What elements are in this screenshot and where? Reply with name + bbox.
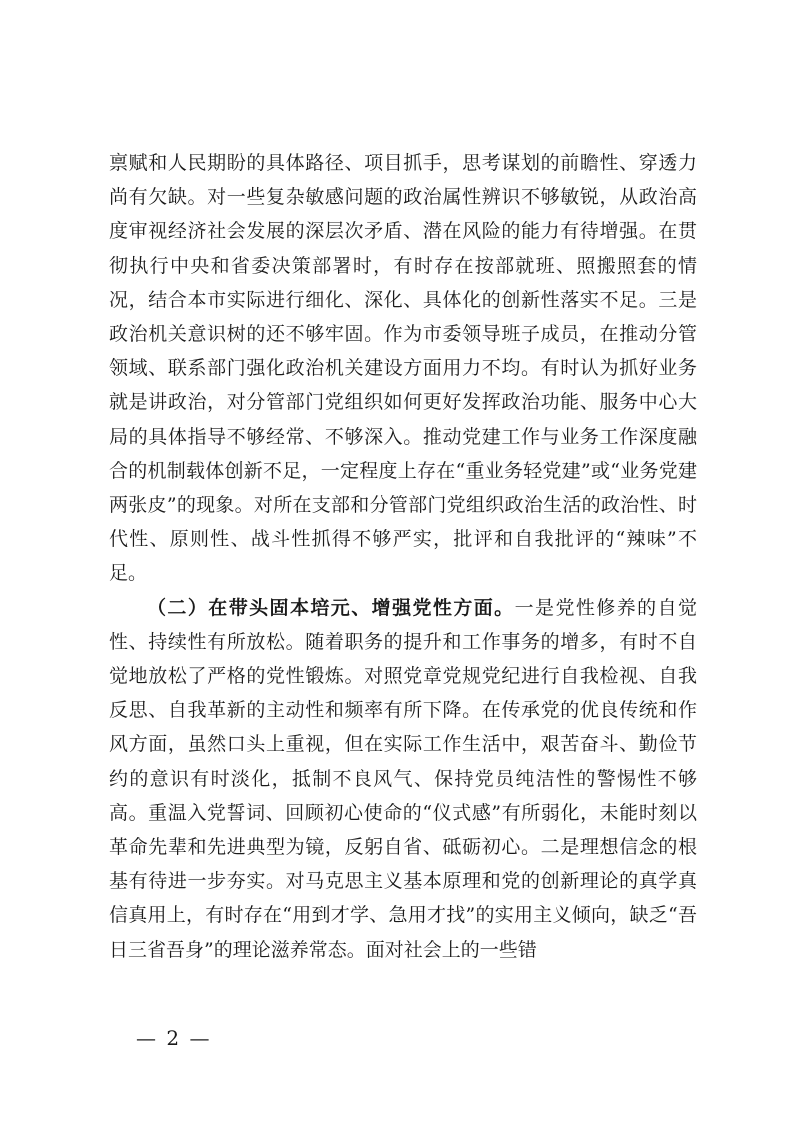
section-heading: （二）在带头固本培元、增强党性方面。 (147, 596, 515, 619)
body-text (109, 146, 697, 967)
paragraph-section-two (109, 591, 697, 967)
page-number: — 2 — (136, 1026, 212, 1050)
section-body: 一是党性修养的自觉性、持续性有所放松。随着职务的提升和工作事务的增多，有时不自觉地放松了严格的党性锻炼。对照党章党规党纪进行自我检视、自我反思、自我革新的主动性和频率有所下降。在传承党的优良传统和作风方面，虽然口头上重视，但在实际工作生活中，艰苦奋斗、勤俭节约的意识有时淡化，抵制不良风气、保持党员纯洁性的警惕性不够高。重温入党誓词、回顾初心使命的“仪式感”有所弱化，未能时刻以革命先辈和先进典型为镜，反躬自省、砥砺初心。二是理想信念的根基有待进一步夯实。对马克思主义基本原理和党的创新理论的真学真信真用上，有时存在“用到才学、急用才找”的实用主义倾向，缺乏“吾日三省吾身”的理论滋养常态。面对社会上的一些错 (109, 596, 697, 961)
paragraph-continuation: 禀赋和人民期盼的具体路径、项目抓手，思考谋划的前瞻性、穿透力尚有欠缺。对一些复杂敏感问题的政治属性辨识不够敏锐，从政治高度审视经济社会发展的深层次矛盾、潜在风险的能力有待增强。在贯彻执行中央和省委决策部署时，有时存在按部就班、照搬照套的情况，结合本市实际进行细化、深化、具体化的创新性落实不足。三是政治机关意识树的还不够牢固。作为市委领导班子成员，在推动分管领域、联系部门强化政治机关建设方面用力不均。有时认为抓好业务就是讲政治，对分管部门党组织如何更好发挥政治功能、服务中心大局的具体指导不够经常、不够深入。推动党建工作与业务工作深度融合的机制载体创新不足，一定程度上存在“重业务轻党建”或“业务党建两张皮”的现象。对所在支部和分管部门党组织政治生活的政治性、时代性、原则性、战斗性抓得不够严实，批评和自我批评的“辣味”不足。 (109, 152, 697, 585)
